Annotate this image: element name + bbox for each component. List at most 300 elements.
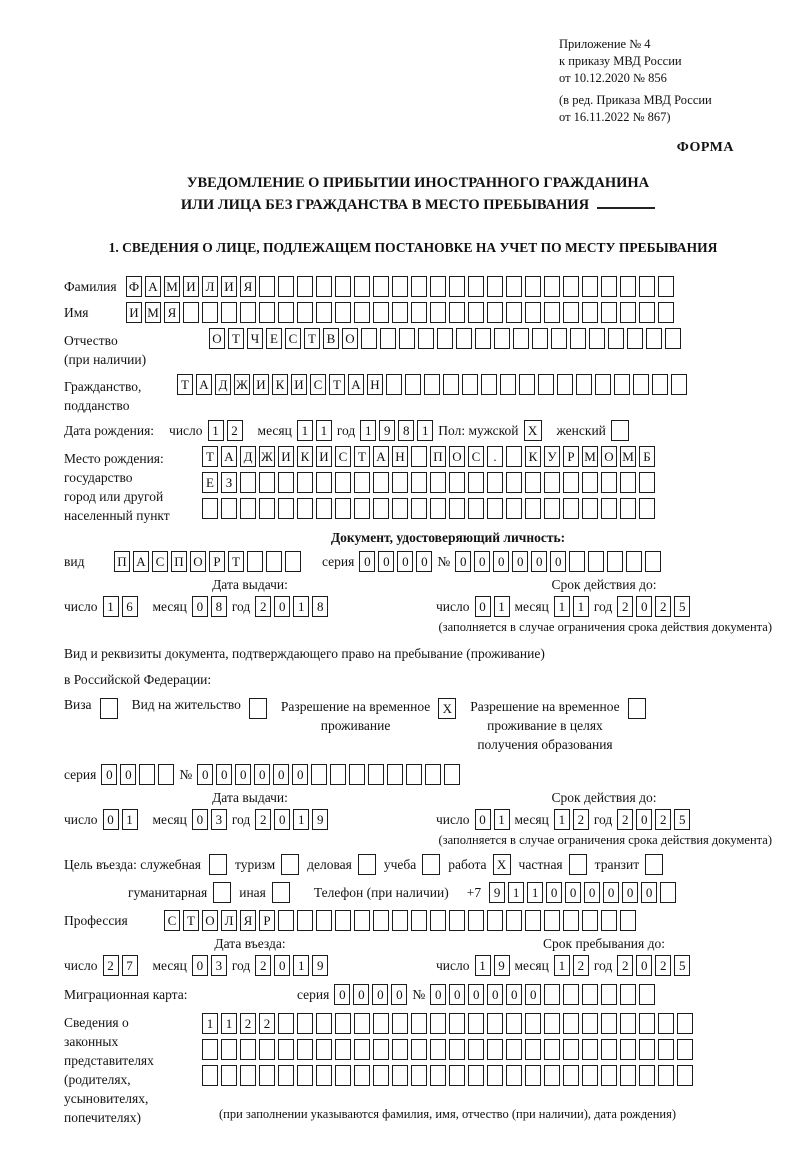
form-cell[interactable]	[297, 1039, 313, 1060]
form-cell[interactable]: 0	[274, 809, 290, 830]
form-cell[interactable]	[563, 1013, 579, 1034]
form-cell[interactable]: А	[145, 276, 161, 297]
form-cell[interactable]: 2	[255, 955, 271, 976]
form-cell[interactable]	[335, 276, 351, 297]
form-cell[interactable]	[607, 551, 623, 572]
form-cell[interactable]	[563, 302, 579, 323]
form-cell[interactable]	[475, 328, 491, 349]
form-cell[interactable]	[506, 302, 522, 323]
form-cell[interactable]: З	[221, 472, 237, 493]
form-cell[interactable]	[373, 1065, 389, 1086]
form-cell[interactable]	[335, 1013, 351, 1034]
form-cell[interactable]: К	[525, 446, 541, 467]
form-cell[interactable]: 5	[674, 809, 690, 830]
form-cell[interactable]	[582, 498, 598, 519]
form-cell[interactable]	[202, 1039, 218, 1060]
form-cell[interactable]	[468, 910, 484, 931]
form-cell[interactable]	[330, 764, 346, 785]
form-cell[interactable]: 0	[506, 984, 522, 1005]
form-cell[interactable]: 0	[550, 551, 566, 572]
form-cell[interactable]: 0	[449, 984, 465, 1005]
form-cell[interactable]	[221, 1065, 237, 1086]
form-cell[interactable]: О	[209, 328, 225, 349]
form-cell[interactable]: А	[221, 446, 237, 467]
form-cell[interactable]	[525, 276, 541, 297]
business-checkbox[interactable]	[358, 854, 376, 875]
form-cell[interactable]: 0	[525, 984, 541, 1005]
form-cell[interactable]: 2	[617, 809, 633, 830]
form-cell[interactable]: А	[133, 551, 149, 572]
form-cell[interactable]	[487, 276, 503, 297]
form-cell[interactable]	[278, 1013, 294, 1034]
form-cell[interactable]: О	[601, 446, 617, 467]
form-cell[interactable]	[677, 1013, 693, 1034]
form-cell[interactable]: Т	[329, 374, 345, 395]
form-cell[interactable]	[639, 1065, 655, 1086]
form-cell[interactable]	[506, 276, 522, 297]
form-cell[interactable]: Т	[304, 328, 320, 349]
form-cell[interactable]	[411, 1013, 427, 1034]
male-checkbox[interactable]: X	[524, 420, 542, 441]
form-cell[interactable]	[639, 498, 655, 519]
form-cell[interactable]	[449, 302, 465, 323]
form-cell[interactable]: Ч	[247, 328, 263, 349]
form-cell[interactable]	[677, 1039, 693, 1060]
form-cell[interactable]	[639, 302, 655, 323]
form-cell[interactable]	[449, 1013, 465, 1034]
form-cell[interactable]	[582, 1039, 598, 1060]
form-cell[interactable]: 2	[655, 809, 671, 830]
form-cell[interactable]	[544, 276, 560, 297]
form-cell[interactable]	[671, 374, 687, 395]
form-cell[interactable]: 9	[379, 420, 395, 441]
form-cell[interactable]	[506, 1013, 522, 1034]
form-cell[interactable]	[525, 498, 541, 519]
form-cell[interactable]	[430, 1039, 446, 1060]
form-cell[interactable]	[406, 764, 422, 785]
form-cell[interactable]	[424, 374, 440, 395]
form-cell[interactable]	[411, 276, 427, 297]
form-cell[interactable]	[259, 472, 275, 493]
form-cell[interactable]: С	[164, 910, 180, 931]
form-cell[interactable]: 0	[474, 551, 490, 572]
form-cell[interactable]	[259, 1065, 275, 1086]
form-cell[interactable]: Я	[240, 276, 256, 297]
form-cell[interactable]	[494, 328, 510, 349]
form-cell[interactable]	[481, 374, 497, 395]
form-cell[interactable]: И	[291, 374, 307, 395]
form-cell[interactable]	[620, 910, 636, 931]
official-checkbox[interactable]	[209, 854, 227, 875]
form-cell[interactable]	[487, 1013, 503, 1034]
form-cell[interactable]	[569, 551, 585, 572]
form-cell[interactable]: 0	[584, 882, 600, 903]
form-cell[interactable]	[544, 1013, 560, 1034]
form-cell[interactable]	[468, 302, 484, 323]
form-cell[interactable]	[449, 276, 465, 297]
form-cell[interactable]: 0	[397, 551, 413, 572]
form-cell[interactable]: 2	[573, 809, 589, 830]
form-cell[interactable]	[449, 910, 465, 931]
form-cell[interactable]	[411, 446, 427, 467]
form-cell[interactable]	[658, 276, 674, 297]
form-cell[interactable]: 1	[494, 596, 510, 617]
form-cell[interactable]	[316, 910, 332, 931]
form-cell[interactable]	[639, 984, 655, 1005]
form-cell[interactable]	[658, 1065, 674, 1086]
form-cell[interactable]	[595, 374, 611, 395]
form-cell[interactable]	[601, 910, 617, 931]
form-cell[interactable]	[411, 1065, 427, 1086]
form-cell[interactable]	[468, 1013, 484, 1034]
form-cell[interactable]: П	[114, 551, 130, 572]
form-cell[interactable]	[354, 276, 370, 297]
form-cell[interactable]	[373, 302, 389, 323]
form-cell[interactable]	[411, 302, 427, 323]
form-cell[interactable]	[202, 498, 218, 519]
form-cell[interactable]	[620, 1013, 636, 1034]
form-cell[interactable]: 2	[617, 596, 633, 617]
form-cell[interactable]	[582, 302, 598, 323]
form-cell[interactable]	[139, 764, 155, 785]
form-cell[interactable]	[297, 276, 313, 297]
form-cell[interactable]: 0	[120, 764, 136, 785]
form-cell[interactable]	[240, 302, 256, 323]
form-cell[interactable]	[297, 910, 313, 931]
form-cell[interactable]: Е	[266, 328, 282, 349]
form-cell[interactable]: 0	[636, 809, 652, 830]
form-cell[interactable]: П	[171, 551, 187, 572]
form-cell[interactable]: К	[272, 374, 288, 395]
form-cell[interactable]	[316, 1065, 332, 1086]
form-cell[interactable]	[544, 498, 560, 519]
form-cell[interactable]: 1	[475, 955, 491, 976]
form-cell[interactable]: 0	[468, 984, 484, 1005]
form-cell[interactable]	[278, 1065, 294, 1086]
form-cell[interactable]	[443, 374, 459, 395]
form-cell[interactable]: 0	[378, 551, 394, 572]
form-cell[interactable]: 2	[617, 955, 633, 976]
form-cell[interactable]: 1	[293, 955, 309, 976]
form-cell[interactable]	[563, 276, 579, 297]
form-cell[interactable]	[601, 472, 617, 493]
tourism-checkbox[interactable]	[281, 854, 299, 875]
form-cell[interactable]: 0	[192, 955, 208, 976]
form-cell[interactable]	[392, 910, 408, 931]
form-cell[interactable]	[430, 302, 446, 323]
form-cell[interactable]	[354, 1065, 370, 1086]
form-cell[interactable]: 1	[494, 809, 510, 830]
form-cell[interactable]	[601, 1065, 617, 1086]
form-cell[interactable]	[354, 302, 370, 323]
form-cell[interactable]	[506, 1065, 522, 1086]
form-cell[interactable]: 0	[565, 882, 581, 903]
form-cell[interactable]	[411, 472, 427, 493]
form-cell[interactable]: 1	[221, 1013, 237, 1034]
form-cell[interactable]	[506, 910, 522, 931]
form-cell[interactable]: В	[323, 328, 339, 349]
form-cell[interactable]	[660, 882, 676, 903]
form-cell[interactable]	[513, 328, 529, 349]
form-cell[interactable]	[525, 472, 541, 493]
form-cell[interactable]	[278, 910, 294, 931]
other-checkbox[interactable]	[272, 882, 290, 903]
form-cell[interactable]	[620, 1039, 636, 1060]
form-cell[interactable]: П	[430, 446, 446, 467]
form-cell[interactable]	[380, 328, 396, 349]
form-cell[interactable]	[297, 498, 313, 519]
form-cell[interactable]	[563, 472, 579, 493]
form-cell[interactable]: 0	[455, 551, 471, 572]
form-cell[interactable]	[240, 498, 256, 519]
form-cell[interactable]: 1	[202, 1013, 218, 1034]
form-cell[interactable]: М	[164, 276, 180, 297]
form-cell[interactable]: О	[342, 328, 358, 349]
form-cell[interactable]	[392, 498, 408, 519]
form-cell[interactable]: И	[126, 302, 142, 323]
form-cell[interactable]: 2	[255, 809, 271, 830]
form-cell[interactable]	[544, 1065, 560, 1086]
form-cell[interactable]	[240, 1039, 256, 1060]
form-cell[interactable]: 2	[259, 1013, 275, 1034]
form-cell[interactable]	[335, 1065, 351, 1086]
form-cell[interactable]	[354, 1039, 370, 1060]
form-cell[interactable]: Ж	[259, 446, 275, 467]
form-cell[interactable]: .	[487, 446, 503, 467]
form-cell[interactable]: 1	[527, 882, 543, 903]
form-cell[interactable]: 2	[573, 955, 589, 976]
form-cell[interactable]	[506, 472, 522, 493]
form-cell[interactable]	[589, 328, 605, 349]
form-cell[interactable]: 1	[293, 809, 309, 830]
form-cell[interactable]	[582, 276, 598, 297]
form-cell[interactable]	[487, 1039, 503, 1060]
form-cell[interactable]	[576, 374, 592, 395]
form-cell[interactable]: 1	[293, 596, 309, 617]
form-cell[interactable]	[639, 276, 655, 297]
form-cell[interactable]	[437, 328, 453, 349]
form-cell[interactable]	[335, 472, 351, 493]
form-cell[interactable]	[570, 328, 586, 349]
form-cell[interactable]	[582, 472, 598, 493]
form-cell[interactable]	[646, 328, 662, 349]
form-cell[interactable]: 0	[353, 984, 369, 1005]
form-cell[interactable]	[468, 1065, 484, 1086]
form-cell[interactable]	[285, 551, 301, 572]
work-checkbox[interactable]: X	[493, 854, 511, 875]
form-cell[interactable]	[368, 764, 384, 785]
form-cell[interactable]	[614, 374, 630, 395]
form-cell[interactable]	[202, 302, 218, 323]
form-cell[interactable]: А	[373, 446, 389, 467]
form-cell[interactable]: 0	[254, 764, 270, 785]
form-cell[interactable]	[278, 276, 294, 297]
visa-checkbox[interactable]	[100, 698, 118, 719]
residence-permit-checkbox[interactable]	[249, 698, 267, 719]
form-cell[interactable]: 0	[391, 984, 407, 1005]
form-cell[interactable]: 9	[494, 955, 510, 976]
form-cell[interactable]: 0	[235, 764, 251, 785]
form-cell[interactable]: 0	[416, 551, 432, 572]
form-cell[interactable]: 0	[372, 984, 388, 1005]
form-cell[interactable]	[601, 1013, 617, 1034]
form-cell[interactable]	[373, 472, 389, 493]
form-cell[interactable]: А	[348, 374, 364, 395]
form-cell[interactable]	[608, 328, 624, 349]
form-cell[interactable]	[500, 374, 516, 395]
form-cell[interactable]	[601, 984, 617, 1005]
form-cell[interactable]	[278, 302, 294, 323]
form-cell[interactable]: С	[310, 374, 326, 395]
form-cell[interactable]	[399, 328, 415, 349]
form-cell[interactable]: 3	[211, 809, 227, 830]
form-cell[interactable]: Л	[221, 910, 237, 931]
form-cell[interactable]	[468, 276, 484, 297]
form-cell[interactable]	[563, 498, 579, 519]
form-cell[interactable]	[297, 302, 313, 323]
temp-residence-checkbox[interactable]: X	[438, 698, 456, 719]
form-cell[interactable]: 0	[512, 551, 528, 572]
form-cell[interactable]	[658, 1039, 674, 1060]
form-cell[interactable]	[620, 1065, 636, 1086]
form-cell[interactable]: 1	[508, 882, 524, 903]
form-cell[interactable]: К	[297, 446, 313, 467]
form-cell[interactable]	[430, 498, 446, 519]
form-cell[interactable]	[335, 910, 351, 931]
form-cell[interactable]: И	[221, 276, 237, 297]
form-cell[interactable]	[354, 472, 370, 493]
form-cell[interactable]	[449, 1039, 465, 1060]
form-cell[interactable]: 8	[312, 596, 328, 617]
form-cell[interactable]	[525, 1013, 541, 1034]
form-cell[interactable]	[525, 1065, 541, 1086]
form-cell[interactable]	[392, 1013, 408, 1034]
form-cell[interactable]	[278, 1039, 294, 1060]
form-cell[interactable]	[373, 910, 389, 931]
form-cell[interactable]: С	[152, 551, 168, 572]
form-cell[interactable]	[468, 1039, 484, 1060]
form-cell[interactable]	[354, 1013, 370, 1034]
form-cell[interactable]	[532, 328, 548, 349]
form-cell[interactable]: 2	[103, 955, 119, 976]
form-cell[interactable]	[405, 374, 421, 395]
form-cell[interactable]: 0	[493, 551, 509, 572]
form-cell[interactable]	[645, 551, 661, 572]
humanitarian-checkbox[interactable]	[213, 882, 231, 903]
form-cell[interactable]	[430, 1065, 446, 1086]
form-cell[interactable]	[386, 374, 402, 395]
form-cell[interactable]: 1	[208, 420, 224, 441]
form-cell[interactable]	[487, 1065, 503, 1086]
form-cell[interactable]: 0	[274, 955, 290, 976]
form-cell[interactable]: 9	[312, 955, 328, 976]
form-cell[interactable]	[247, 551, 263, 572]
form-cell[interactable]: 8	[398, 420, 414, 441]
form-cell[interactable]: Т	[183, 910, 199, 931]
form-cell[interactable]	[266, 551, 282, 572]
form-cell[interactable]: 0	[292, 764, 308, 785]
form-cell[interactable]	[506, 1039, 522, 1060]
form-cell[interactable]: 0	[603, 882, 619, 903]
form-cell[interactable]: 2	[227, 420, 243, 441]
form-cell[interactable]	[349, 764, 365, 785]
form-cell[interactable]: 0	[359, 551, 375, 572]
form-cell[interactable]: 6	[122, 596, 138, 617]
form-cell[interactable]: 0	[192, 809, 208, 830]
form-cell[interactable]: Ф	[126, 276, 142, 297]
form-cell[interactable]: 0	[274, 596, 290, 617]
form-cell[interactable]: Н	[367, 374, 383, 395]
form-cell[interactable]	[354, 498, 370, 519]
form-cell[interactable]: 1	[316, 420, 332, 441]
form-cell[interactable]: О	[202, 910, 218, 931]
form-cell[interactable]	[361, 328, 377, 349]
form-cell[interactable]	[582, 1065, 598, 1086]
form-cell[interactable]: 0	[197, 764, 213, 785]
form-cell[interactable]: Т	[354, 446, 370, 467]
form-cell[interactable]	[588, 551, 604, 572]
form-cell[interactable]: 9	[312, 809, 328, 830]
form-cell[interactable]: Л	[202, 276, 218, 297]
form-cell[interactable]	[449, 498, 465, 519]
form-cell[interactable]	[373, 1039, 389, 1060]
form-cell[interactable]	[221, 498, 237, 519]
form-cell[interactable]	[240, 1065, 256, 1086]
form-cell[interactable]	[544, 302, 560, 323]
form-cell[interactable]	[620, 302, 636, 323]
form-cell[interactable]	[202, 1065, 218, 1086]
form-cell[interactable]: И	[253, 374, 269, 395]
form-cell[interactable]: 0	[636, 596, 652, 617]
form-cell[interactable]: Б	[639, 446, 655, 467]
form-cell[interactable]: Я	[164, 302, 180, 323]
form-cell[interactable]: 0	[334, 984, 350, 1005]
form-cell[interactable]: 8	[211, 596, 227, 617]
form-cell[interactable]	[297, 1065, 313, 1086]
form-cell[interactable]: 0	[103, 809, 119, 830]
form-cell[interactable]	[601, 276, 617, 297]
form-cell[interactable]	[392, 1065, 408, 1086]
form-cell[interactable]	[563, 984, 579, 1005]
form-cell[interactable]: 5	[674, 596, 690, 617]
form-cell[interactable]: 0	[636, 955, 652, 976]
form-cell[interactable]: 1	[417, 420, 433, 441]
form-cell[interactable]	[316, 302, 332, 323]
form-cell[interactable]: 1	[573, 596, 589, 617]
form-cell[interactable]	[418, 328, 434, 349]
form-cell[interactable]: О	[190, 551, 206, 572]
form-cell[interactable]	[221, 302, 237, 323]
form-cell[interactable]	[557, 374, 573, 395]
form-cell[interactable]	[430, 276, 446, 297]
private-checkbox[interactable]	[569, 854, 587, 875]
form-cell[interactable]	[487, 472, 503, 493]
form-cell[interactable]	[392, 1039, 408, 1060]
form-cell[interactable]	[297, 1013, 313, 1034]
form-cell[interactable]	[620, 984, 636, 1005]
form-cell[interactable]	[316, 276, 332, 297]
form-cell[interactable]	[311, 764, 327, 785]
form-cell[interactable]: 0	[216, 764, 232, 785]
form-cell[interactable]: Н	[392, 446, 408, 467]
form-cell[interactable]	[335, 302, 351, 323]
form-cell[interactable]: У	[544, 446, 560, 467]
form-cell[interactable]	[652, 374, 668, 395]
form-cell[interactable]: 0	[641, 882, 657, 903]
form-cell[interactable]	[259, 276, 275, 297]
form-cell[interactable]: М	[620, 446, 636, 467]
form-cell[interactable]	[658, 302, 674, 323]
